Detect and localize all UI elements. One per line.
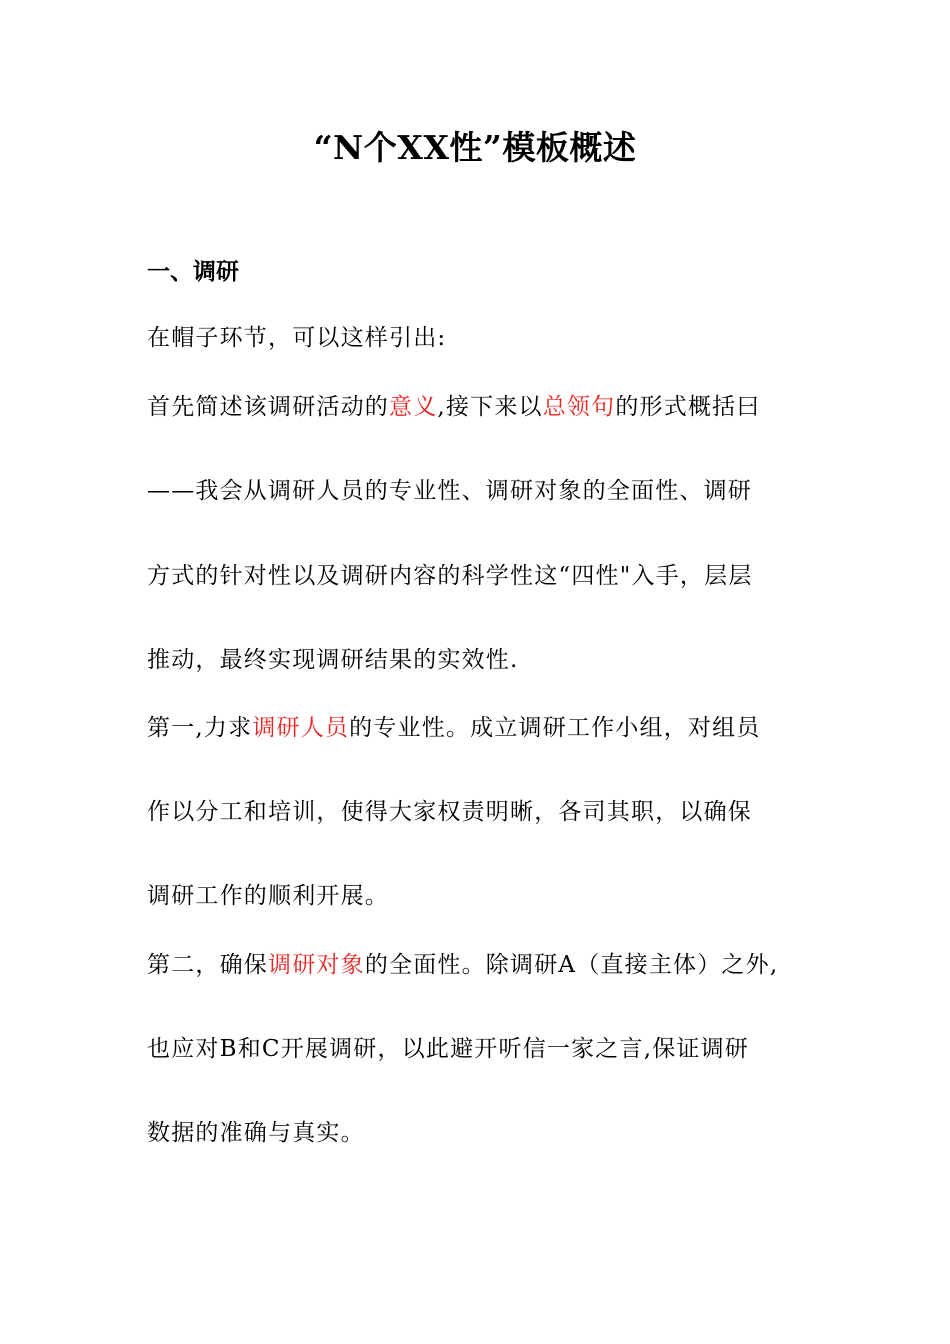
second-point-line-3: 数据的准确与真实。 — [147, 1120, 365, 1146]
highlight-summary-sentence: 总领句 — [542, 394, 616, 420]
highlight-research-subjects: 调研对象 — [268, 952, 365, 978]
opening-line-2: ——我会从调研人员的专业性、调研对象的全面性、调研 — [147, 478, 752, 504]
document-title: “N个XX性”模板概述 — [313, 128, 637, 167]
highlight-meaning: 意义 — [389, 394, 438, 420]
first-point-line-2: 作以分工和培训，使得大家权责明晰，各司其职，以确保 — [147, 799, 752, 825]
opening-line-4: 推动，最终实现调研结果的实效性. — [147, 647, 519, 673]
opening-line-1 — [147, 387, 761, 427]
intro-line: 在帽子环节，可以这样引出: — [147, 325, 447, 351]
first-text-2: 的专业性。成立调研工作小组，对组员 — [349, 715, 761, 741]
opening-text-3: 的形式概括曰 — [615, 394, 761, 420]
section-heading: 一、调研 — [147, 258, 239, 285]
second-point-line-2: 也应对B和C开展调研，以此避开听信一家之言,保证调研 — [147, 1036, 750, 1062]
opening-line-3: 方式的针对性以及调研内容的科学性这“四性"入手，层层 — [147, 563, 753, 589]
first-text-1: 第一,力求 — [147, 715, 253, 741]
second-text-1: 第二，确保 — [147, 952, 268, 978]
second-point-line-1 — [147, 945, 778, 985]
first-point-line-3: 调研工作的顺利开展。 — [147, 883, 389, 909]
second-text-2: 的全面性。除调研A（直接主体）之外, — [364, 952, 779, 978]
opening-text-2: ,接下来以 — [437, 394, 543, 420]
opening-text-1: 首先简述该调研活动的 — [147, 394, 389, 420]
first-point-line-1 — [147, 708, 761, 748]
highlight-researchers: 调研人员 — [252, 715, 350, 741]
